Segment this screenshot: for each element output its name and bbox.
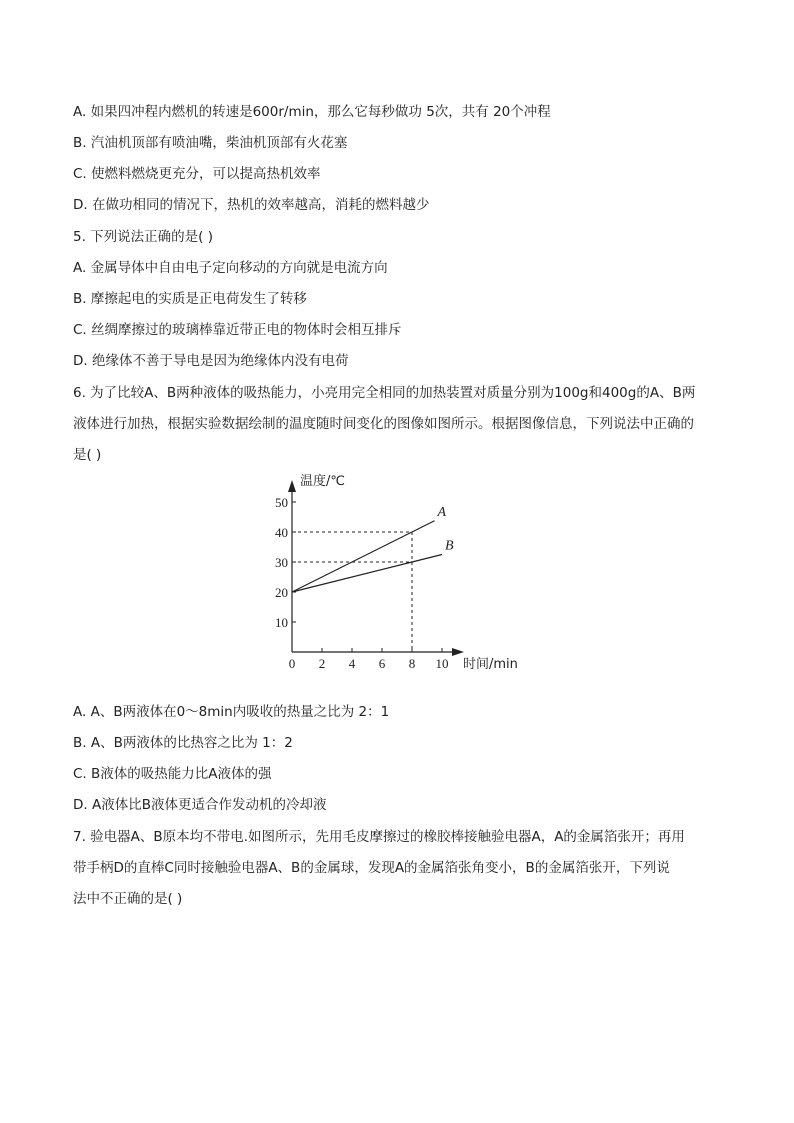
- q6-option-a: A. A、B两液体在0～8min内吸收的热量之比为 2：1: [73, 704, 390, 720]
- q4-option-d: D. 在做功相同的情况下，热机的效率越高，消耗的燃料越少: [73, 197, 430, 213]
- y-axis-label: 温度/℃: [300, 474, 345, 489]
- series-a-line: [292, 521, 435, 592]
- x-tick-label: 10: [435, 656, 449, 671]
- q5-option-c: C. 丝绸摩擦过的玻璃棒靠近带正电的物体时会相互排斥: [73, 322, 402, 338]
- q6-stem-line-3: 是( ): [73, 447, 102, 463]
- x-axis-label: 时间/min: [463, 657, 518, 672]
- q7-stem-line-3: 法中不正确的是( ): [73, 891, 183, 907]
- y-tick-label: 10: [275, 615, 288, 630]
- x-tick-label: 4: [348, 656, 356, 671]
- x-tick-label: 2: [318, 656, 326, 671]
- q5-option-d: D. 绝缘体不善于导电是因为绝缘体内没有电荷: [73, 353, 349, 369]
- y-tick-label: 40: [275, 525, 288, 540]
- q7-stem-line-1: 7. 验电器A、B原本均不带电.如图所示，先用毛皮摩擦过的橡胶棒接触验电器A，A的金属箔张开；再用: [73, 829, 685, 845]
- y-tick-label: 30: [275, 555, 288, 570]
- q5-option-b: B. 摩擦起电的实质是正电荷发生了转移: [73, 291, 307, 307]
- q6-stem-line-1: 6. 为了比较A、B两种液体的吸热能力，小亮用完全相同的加热装置对质量分别为100g和400g的A、B两: [73, 385, 696, 401]
- q6-option-b: B. A、B两液体的比热容之比为 1：2: [73, 735, 293, 751]
- q4-option-a: A. 如果四冲程内燃机的转速是600r/min，那么它每秒做功 5次，共有 20个冲程: [73, 104, 551, 120]
- q7-stem-line-2: 带手柄D的直棒C同时接触验电器A、B的金属球，发现A的金属箔张角变小，B的金属箔张开，下列说: [73, 860, 670, 876]
- x-axis-arrow: [452, 648, 464, 656]
- series-b-label: B: [445, 538, 454, 554]
- x-tick-label: 0: [288, 656, 296, 671]
- q5-option-a: A. 金属导体中自由电子定向移动的方向就是电流方向: [73, 260, 388, 276]
- q4-option-c: C. 使燃料燃烧更充分，可以提高热机效率: [73, 166, 321, 182]
- y-axis-arrow: [288, 480, 296, 492]
- y-tick-label: 20: [275, 585, 288, 600]
- series-b-line: [292, 555, 442, 593]
- q6-stem-line-2: 液体进行加热，根据实验数据绘制的温度随时间变化的图像如图所示。根据图像信息，下列说法中正确的: [73, 416, 694, 432]
- temperature-time-chart: [262, 468, 532, 678]
- q4-option-b: B. 汽油机顶部有喷油嘴，柴油机顶部有火花塞: [73, 135, 348, 151]
- q6-option-d: D. A液体比B液体更适合作发动机的冷却液: [73, 797, 327, 813]
- q6-option-c: C. B液体的吸热能力比A液体的强: [73, 766, 272, 782]
- series-a-label: A: [437, 504, 447, 520]
- x-tick-label: 8: [408, 656, 416, 671]
- y-tick-label: 50: [275, 495, 288, 510]
- q5-stem: 5. 下列说法正确的是( ): [73, 229, 213, 245]
- x-tick-label: 6: [378, 656, 386, 671]
